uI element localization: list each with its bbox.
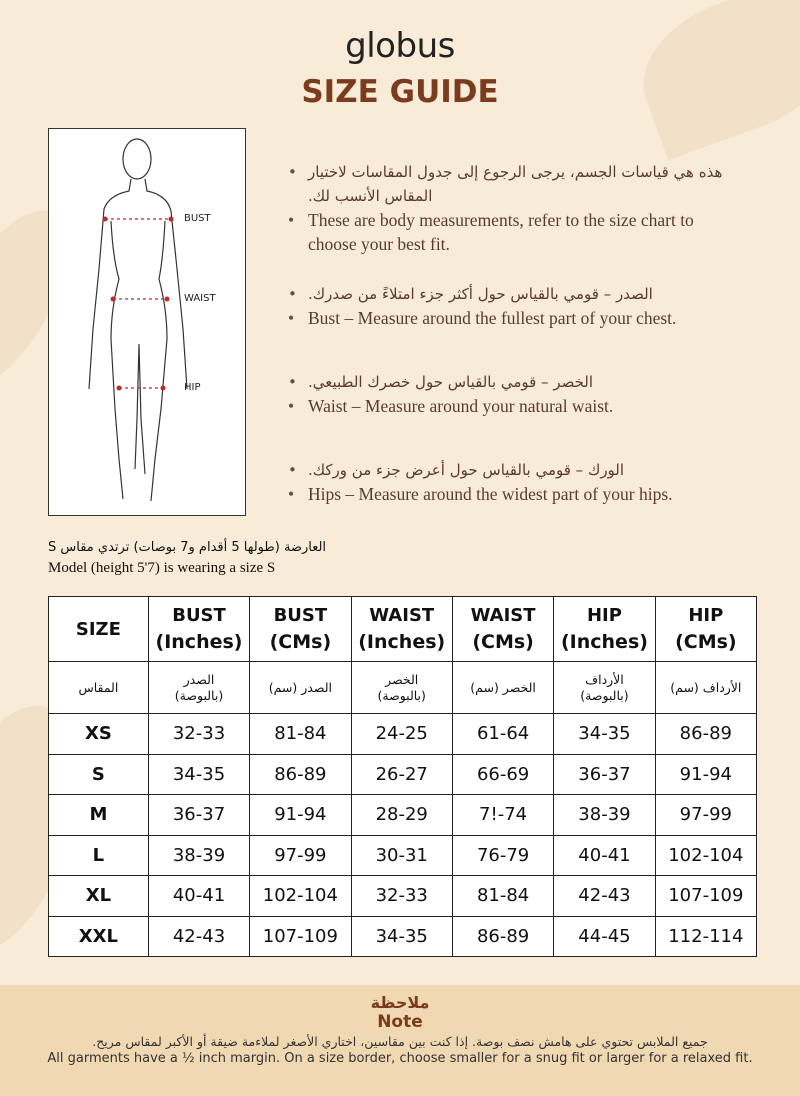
measurement-cell: 34-35 [351, 916, 452, 957]
measurement-cell: 81-84 [452, 876, 553, 917]
note-section [0, 985, 800, 1096]
page-title: SIZE GUIDE [301, 74, 499, 110]
header-label: BUST [273, 605, 328, 626]
header-unit: (Inches) [358, 631, 446, 653]
measurement-cell: 34-35 [148, 754, 249, 795]
bullet-ar: • الورك – قومي بالقياس حول أعرض جزء من وركك. [288, 458, 738, 482]
arabic-header: الأرداف (سم) [655, 662, 756, 714]
size-cell: XS [49, 714, 149, 755]
measurement-cell: 86-89 [655, 714, 756, 755]
bullet-en: • Waist – Measure around your natural waist. [288, 394, 738, 418]
size-cell: XXL [49, 916, 149, 957]
header-unit: (CMs) [472, 631, 534, 653]
arabic-header: الصدر (سم) [250, 662, 351, 714]
measurement-cell: 24-25 [351, 714, 452, 755]
table-row [49, 714, 757, 755]
measurement-instructions [288, 160, 738, 506]
bullet-en: • These are body measurements, refer to the size chart to choose your best fit. [288, 208, 738, 256]
measurement-cell: 40-41 [554, 835, 655, 876]
arabic-header: الصدر (بالبوصة) [148, 662, 249, 714]
measurement-cell: 36-37 [554, 754, 655, 795]
note-title-en: Note [377, 1012, 423, 1032]
size-cell: S [49, 754, 149, 795]
measurement-cell: 102-104 [250, 876, 351, 917]
measurement-cell: 81-84 [250, 714, 351, 755]
note-title-ar: ملاحظة [370, 993, 430, 1012]
measurement-cell: 66-69 [452, 754, 553, 795]
table-row [49, 835, 757, 876]
measurement-cell: 76-79 [452, 835, 553, 876]
measurement-cell: 42-43 [554, 876, 655, 917]
column-header [351, 597, 452, 662]
header-label: HIP [586, 605, 622, 626]
table-row [49, 754, 757, 795]
column-header [554, 597, 655, 662]
header-unit: (Inches) [560, 631, 648, 653]
arabic-header: المقاس [49, 662, 149, 714]
bullet-ar: • هذه هي قياسات الجسم، يرجى الرجوع إلى جدول المقاسات لاختيار المقاس الأنسب لك. [288, 160, 738, 208]
header-label: HIP [688, 605, 724, 626]
bullet-en: • Hips – Measure around the widest part of your hips. [288, 482, 738, 506]
column-header [250, 597, 351, 662]
measurement-cell: 86-89 [452, 916, 553, 957]
column-header [49, 597, 149, 662]
header-unit: (Inches) [155, 631, 243, 653]
arabic-header: الخصر (بالبوصة) [351, 662, 452, 714]
measurement-cell: 38-39 [554, 795, 655, 836]
header-label: WAIST [369, 605, 435, 626]
measurement-cell: 86-89 [250, 754, 351, 795]
table-row [49, 876, 757, 917]
header-label: WAIST [470, 605, 536, 626]
size-cell: M [49, 795, 149, 836]
measurement-cell: 38-39 [148, 835, 249, 876]
header-unit: (CMs) [269, 631, 332, 653]
measurement-cell: 44-45 [554, 916, 655, 957]
measurement-cell: 97-99 [250, 835, 351, 876]
bullet-ar: • الصدر – قومي بالقياس حول أكثر جزء امتلاءً من صدرك. [288, 282, 738, 306]
hip-label: HIP [184, 382, 201, 393]
measurement-cell: 32-33 [351, 876, 452, 917]
measurement-cell: 107-109 [655, 876, 756, 917]
table-row [49, 916, 757, 957]
model-info [48, 538, 326, 578]
note-text-ar: جميع الملابس تحتوي على هامش نصف بوصة. إذا كنت بين مقاسين، اختاري الأصغر لملاءمة ضيقة أو الأكبر لمقاس مريح. [92, 1034, 708, 1049]
measurement-cell: 30-31 [351, 835, 452, 876]
measurement-cell: 107-109 [250, 916, 351, 957]
brand-logo: globus [345, 26, 455, 66]
header-label: SIZE [75, 618, 121, 640]
measurement-cell: 26-27 [351, 754, 452, 795]
column-header [655, 597, 756, 662]
bust-label: BUST [184, 213, 211, 224]
header-label: BUST [172, 605, 226, 626]
measurement-cell: 112-114 [655, 916, 756, 957]
column-header [148, 597, 249, 662]
measurement-cell: 97-99 [655, 795, 756, 836]
measurement-cell: 91-94 [655, 754, 756, 795]
measurement-cell: 34-35 [554, 714, 655, 755]
size-chart-table [48, 596, 757, 957]
model-info-ar: العارضة (طولها 5 أقدام و7 بوصات) ترتدي مقاس S [48, 540, 327, 555]
arabic-header: الخصر (سم) [452, 662, 553, 714]
size-cell: L [49, 835, 149, 876]
note-text-en: All garments have a ½ inch margin. On a size border, choose smaller for a snug fit or larger for a relaxed fit. [47, 1051, 753, 1066]
table-row [49, 795, 757, 836]
measurement-cell: 32-33 [148, 714, 249, 755]
model-info-en: Model (height 5'7) is wearing a size S [48, 560, 276, 576]
measurement-cell: 36-37 [148, 795, 249, 836]
arabic-header: الأرداف (بالبوصة) [554, 662, 655, 714]
measurement-cell: 42-43 [148, 916, 249, 957]
measurement-cell: 61-64 [452, 714, 553, 755]
body-figure-illustration [48, 128, 246, 516]
waist-label: WAIST [184, 293, 216, 304]
header-unit: (CMs) [675, 631, 737, 653]
bullet-en: • Bust – Measure around the fullest part of your chest. [288, 306, 738, 330]
bullet-ar: • الخصر – قومي بالقياس حول خصرك الطبيعي. [288, 370, 738, 394]
column-header [452, 597, 553, 662]
measurement-cell: 102-104 [655, 835, 756, 876]
measurement-cell: 28-29 [351, 795, 452, 836]
measurement-cell: 91-94 [250, 795, 351, 836]
size-cell: XL [49, 876, 149, 917]
measurement-cell: 7!-74 [452, 795, 553, 836]
measurement-cell: 40-41 [148, 876, 249, 917]
